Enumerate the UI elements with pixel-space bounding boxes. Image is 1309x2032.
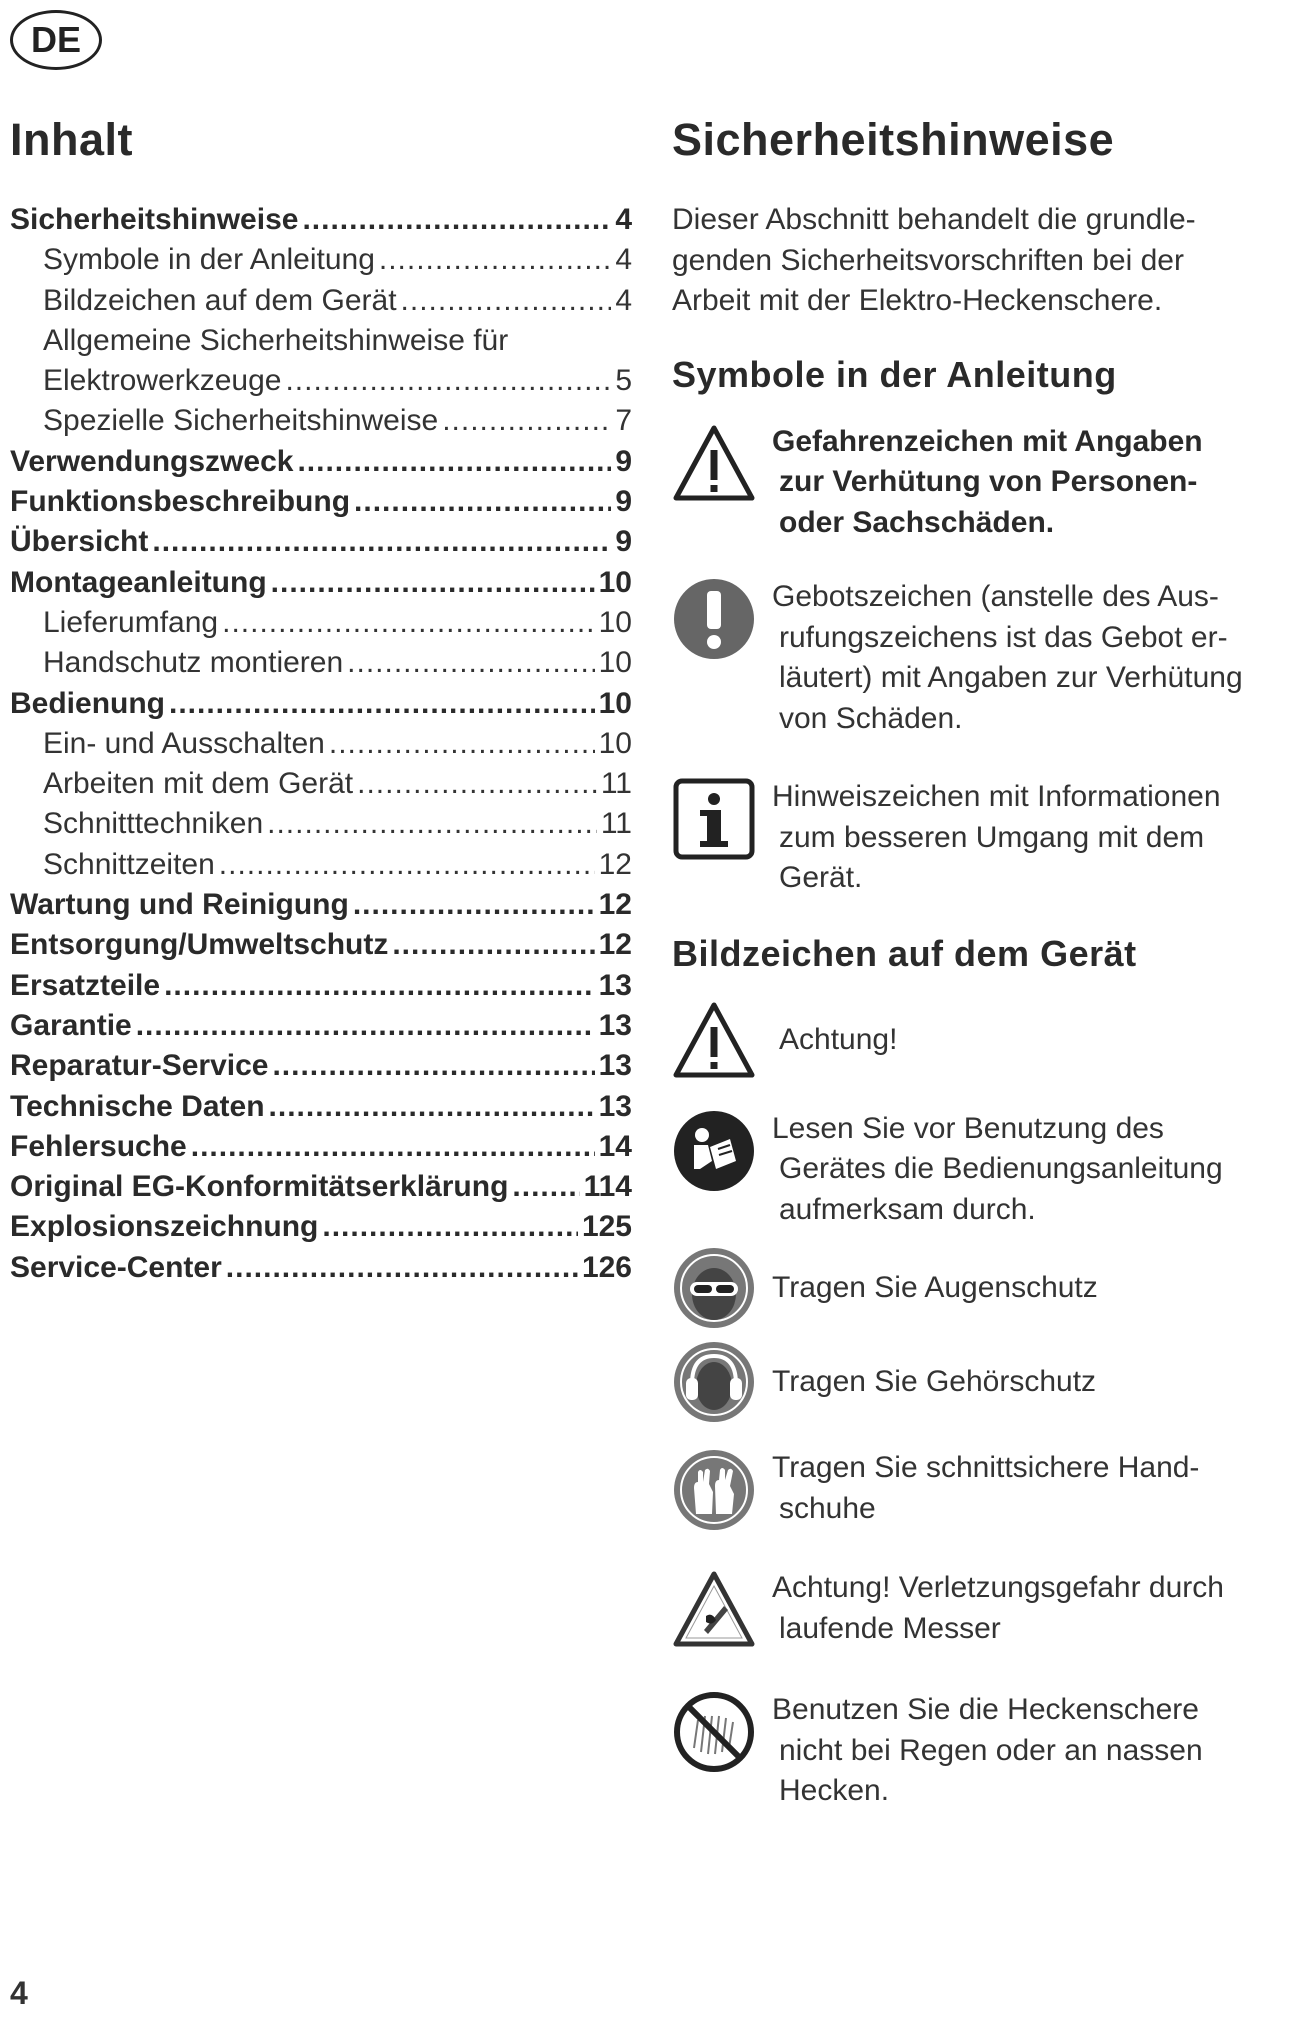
toc-entry-page: 4 [615, 283, 632, 317]
toc-entry-label: Handschutz montieren [43, 646, 344, 680]
toc-entry[interactable] [10, 281, 632, 321]
symbol-entry [672, 577, 1302, 739]
toc-entry-page: 13 [598, 1089, 632, 1123]
toc-entry-label: Ein- und Ausschalten [43, 726, 325, 760]
page-number: 4 [10, 1975, 28, 2011]
toc-entry-page: 125 [581, 1210, 632, 1244]
toc-entry[interactable] [10, 804, 632, 844]
toc-entry-page: 9 [615, 525, 632, 559]
toc-entry-page: 10 [598, 686, 632, 720]
toc-entry[interactable] [10, 1046, 632, 1086]
no-rain-icon [672, 1690, 756, 1774]
toc-entry-page: 10 [598, 646, 632, 680]
toc-leader [329, 724, 595, 764]
toc-leader [164, 966, 595, 1006]
toc-leader [269, 1087, 595, 1127]
symbol-line: zur Verhütung von Personen- [779, 465, 1198, 498]
safety-intro [672, 200, 1302, 322]
toc-leader [272, 1046, 594, 1086]
toc-entry-page: 11 [600, 767, 632, 801]
safety-title: Sicherheitshinweise [672, 114, 1115, 165]
toc-entry-page: 10 [598, 565, 632, 599]
toc-entry-page: 12 [598, 888, 632, 922]
toc-entry-label: Service-Center [10, 1250, 222, 1284]
symbol-line: aufmerksam durch. [779, 1192, 1036, 1226]
symbol-line: Tragen Sie Augenschutz [772, 1270, 1098, 1304]
toc-entry[interactable] [10, 321, 632, 402]
symbol-line: Tragen Sie schnittsichere Hand- [772, 1451, 1200, 1484]
device-symbol-entry [672, 1246, 1302, 1330]
toc-entry-page: 13 [598, 1008, 632, 1042]
toc-entry[interactable] [10, 1127, 632, 1167]
toc-entry-page: 13 [598, 1049, 632, 1083]
toc-entry-page: 5 [615, 364, 632, 398]
symbol-text [772, 577, 1243, 739]
toc-leader [401, 281, 612, 321]
toc-entry-page: 7 [615, 404, 632, 438]
symbol-line: rufungszeichens ist das Gebot er- [779, 620, 1228, 654]
toc-leader [302, 200, 611, 240]
toc-leader [322, 1207, 578, 1247]
toc-leader [357, 764, 597, 804]
symbol-line: von Schäden. [779, 701, 963, 735]
toc-entry-page: 12 [598, 928, 632, 962]
toc-leader [136, 1006, 595, 1046]
symbol-text [772, 777, 1221, 899]
exclamation-circle-icon [672, 577, 756, 661]
warning-triangle-icon [672, 422, 756, 506]
intro-line: Dieser Abschnitt behandelt die grundle- [672, 203, 1196, 236]
toc-entry-label: Funktionsbeschreibung [10, 485, 351, 519]
toc-leader [219, 845, 595, 885]
toc-entry[interactable] [10, 1167, 632, 1207]
symbol-line: laufende Messer [779, 1611, 1001, 1645]
toc-entry[interactable] [10, 442, 632, 482]
toc-entry-label-line1: Allgemeine Sicherheitshinweise für [43, 323, 509, 357]
symbol-text [772, 422, 1203, 544]
symbol-entry [672, 422, 1302, 544]
toc-entry-label: Ersatzteile [10, 968, 161, 1002]
gloves-icon [672, 1448, 756, 1532]
device-symbol-entry [672, 1568, 1302, 1652]
toc-entry[interactable] [10, 1248, 632, 1288]
toc-entry[interactable] [10, 200, 632, 240]
toc-entry-page: 4 [615, 203, 632, 236]
toc-leader [285, 361, 611, 401]
symbol-line: Tragen Sie Gehörschutz [772, 1364, 1097, 1398]
toc-entry-label: Übersicht [10, 525, 149, 559]
safety-column [672, 110, 1302, 1812]
read-manual-icon [672, 1109, 756, 1193]
toc-title: Inhalt [10, 114, 133, 165]
symbol-line: Achtung! Verletzungsgefahr durch [772, 1571, 1224, 1604]
toc-entry[interactable] [10, 925, 632, 965]
symbol-line: Gefahrenzeichen mit Angaben [772, 424, 1203, 458]
device-symbol-text [772, 1268, 1098, 1309]
toc-entry[interactable] [10, 1006, 632, 1046]
symbol-line: oder Sachschäden. [779, 505, 1055, 539]
toc-entry-label: Bedienung [10, 686, 165, 720]
toc-entry-page: 10 [598, 726, 632, 760]
toc-list [10, 200, 632, 1288]
device-symbol-text [772, 1362, 1096, 1403]
intro-line: Arbeit mit der Elektro-Heckenschere. [672, 284, 1163, 317]
toc-entry[interactable] [10, 885, 632, 925]
toc-entry-page: 9 [615, 444, 632, 478]
toc-entry-label: Symbole in der Anleitung [43, 243, 375, 277]
toc-leader [152, 522, 611, 562]
toc-leader [191, 1127, 595, 1167]
language-badge: DE [10, 10, 102, 70]
toc-entry[interactable] [10, 603, 632, 643]
toc-leader [442, 401, 611, 441]
toc-entry-page: 126 [581, 1250, 632, 1284]
device-symbol-text [772, 1690, 1203, 1812]
toc-entry-label: Reparatur-Service [10, 1049, 269, 1083]
toc-leader [297, 442, 611, 482]
toc-entry[interactable] [10, 845, 632, 885]
toc-column [10, 110, 632, 1288]
toc-entry-label: Technische Daten [10, 1089, 265, 1123]
toc-entry-page: 4 [615, 243, 632, 277]
symbol-line: Lesen Sie vor Benutzung des [772, 1111, 1164, 1145]
toc-entry[interactable] [10, 240, 632, 280]
toc-leader [267, 804, 597, 844]
toc-entry-label: Montageanleitung [10, 565, 267, 599]
toc-entry[interactable] [10, 563, 632, 603]
toc-entry[interactable] [10, 684, 632, 724]
toc-entry-page: 9 [615, 485, 632, 519]
eye-protection-icon [672, 1246, 756, 1330]
toc-leader [512, 1167, 579, 1207]
device-symbol-text [772, 1020, 897, 1061]
toc-entry-page: 11 [600, 807, 632, 841]
toc-entry-label: Explosionszeichnung [10, 1210, 319, 1244]
toc-entry-label: Fehlersuche [10, 1129, 187, 1163]
toc-entry-page: 10 [598, 605, 632, 639]
symbol-line: zum besseren Umgang mit dem [779, 820, 1205, 854]
toc-entry[interactable] [10, 764, 632, 804]
device-symbol-text [772, 1448, 1199, 1529]
intro-line: genden Sicherheitsvorschriften bei der [672, 243, 1184, 277]
toc-entry-label: Schnitttechniken [43, 807, 264, 841]
toc-entry-label: Bildzeichen auf dem Gerät [43, 283, 397, 317]
toc-leader [226, 1248, 578, 1288]
device-symbols-heading: Bildzeichen auf dem Gerät [672, 932, 1137, 974]
toc-leader [169, 684, 595, 724]
toc-leader [347, 643, 594, 683]
toc-entry-label: Original EG-Konformitätserklärung [10, 1170, 509, 1204]
symbol-line: Achtung! [779, 1023, 898, 1057]
symbol-entry [672, 777, 1302, 899]
device-symbol-entry [672, 1340, 1302, 1424]
toc-entry[interactable] [10, 966, 632, 1006]
device-symbol-entry [672, 999, 1302, 1083]
toc-entry-label: Lieferumfang [43, 605, 219, 639]
toc-entry[interactable] [10, 1207, 632, 1247]
symbol-line: schuhe [779, 1491, 876, 1525]
toc-entry[interactable] [10, 1087, 632, 1127]
toc-leader [379, 240, 611, 280]
toc-leader [392, 925, 594, 965]
toc-entry-label: Sicherheitshinweise [10, 203, 299, 236]
toc-entry-label: Entsorgung/Umweltschutz [10, 928, 389, 962]
symbols-heading: Symbole in der Anleitung [672, 353, 1117, 395]
device-symbol-text [772, 1109, 1223, 1231]
toc-leader [222, 603, 595, 643]
toc-entry-label: Spezielle Sicherheitshinweise [43, 404, 439, 438]
symbol-line: Hinweiszeichen mit Informationen [772, 780, 1221, 813]
toc-entry-label: Wartung und Reinigung [10, 888, 349, 922]
info-icon [672, 777, 756, 861]
device-symbol-entry [672, 1109, 1302, 1231]
toc-entry-label: Garantie [10, 1008, 132, 1042]
blade-hazard-icon [672, 1568, 756, 1652]
toc-entry[interactable] [10, 522, 632, 562]
ear-protection-icon [672, 1340, 756, 1424]
toc-entry-label: Arbeiten mit dem Gerät [43, 767, 354, 801]
toc-entry-page: 13 [598, 968, 632, 1002]
device-symbol-entry [672, 1448, 1302, 1532]
toc-entry[interactable] [10, 724, 632, 764]
toc-entry[interactable] [10, 401, 632, 441]
toc-entry[interactable] [10, 482, 632, 522]
toc-entry-label: Verwendungszweck [10, 444, 294, 478]
device-symbol-entry [672, 1690, 1302, 1812]
toc-entry-page: 12 [598, 847, 632, 881]
toc-entry-label-line2: Elektrowerkzeuge [43, 364, 282, 398]
symbol-line: Gebotszeichen (anstelle des Aus- [772, 580, 1219, 613]
toc-leader [353, 885, 595, 925]
symbol-line: Gerät. [779, 861, 863, 894]
warning-triangle-icon [672, 999, 756, 1083]
toc-leader [354, 482, 611, 522]
toc-entry-label: Schnittzeiten [43, 847, 215, 881]
toc-entry[interactable] [10, 643, 632, 683]
symbol-line: nicht bei Regen oder an nassen [779, 1733, 1203, 1767]
device-symbol-text [772, 1568, 1224, 1649]
toc-leader [271, 563, 595, 603]
symbol-line: Hecken. [779, 1774, 890, 1807]
symbol-line: läutert) mit Angaben zur Verhütung [779, 661, 1243, 694]
toc-entry-page: 114 [583, 1170, 632, 1204]
symbol-line: Benutzen Sie die Heckenschere [772, 1693, 1199, 1726]
symbol-line: Gerätes die Bedienungsanleitung [779, 1152, 1223, 1185]
toc-entry-page: 14 [598, 1129, 632, 1163]
